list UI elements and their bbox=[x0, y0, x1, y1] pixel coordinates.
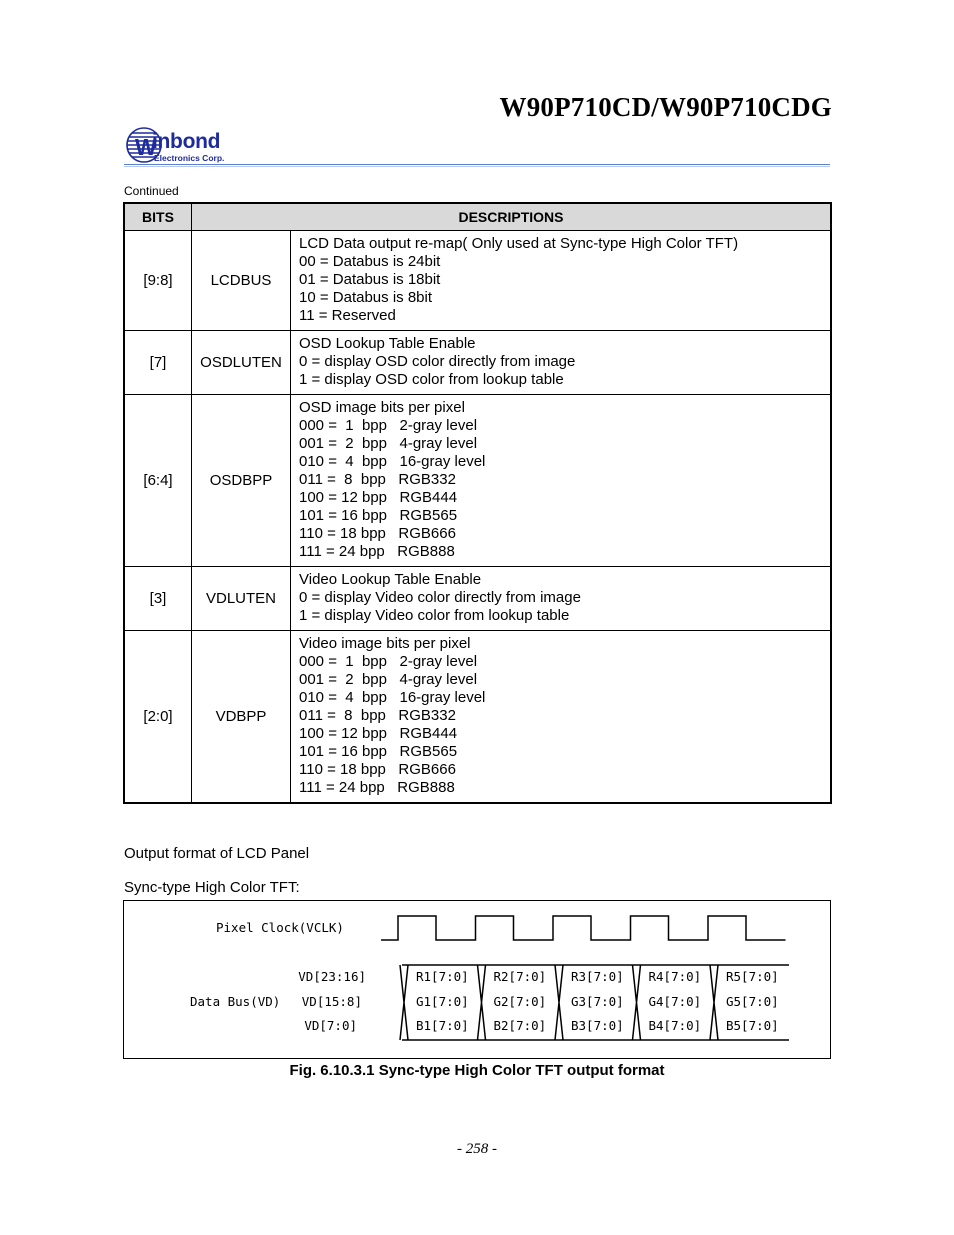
description-line: 110 = 18 bpp RGB666 bbox=[299, 525, 456, 542]
header-divider bbox=[124, 164, 830, 165]
page-number: - 258 - bbox=[457, 1141, 497, 1157]
data-bus-label: Data Bus(VD) bbox=[190, 994, 281, 1009]
table-row bbox=[124, 567, 831, 631]
bus-label-vd23-16: VD[23:16] bbox=[298, 969, 366, 984]
description-line: 0 = display Video color directly from image bbox=[299, 589, 581, 606]
continued-label: Continued bbox=[124, 184, 179, 198]
description-line: 110 = 18 bpp RGB666 bbox=[299, 761, 456, 778]
description-line: 100 = 12 bpp RGB444 bbox=[299, 725, 458, 742]
description-line: 01 = Databus is 18bit bbox=[299, 271, 441, 288]
bus-slot-label: G4[7:0] bbox=[648, 994, 702, 1009]
description-line: 1 = display OSD color from lookup table bbox=[299, 371, 564, 388]
field-name-cell: LCDBUS bbox=[192, 231, 291, 331]
description-line: OSD Lookup Table Enable bbox=[299, 335, 476, 352]
bus-slot-label: B2[7:0] bbox=[493, 1018, 547, 1033]
field-name-cell: OSDBPP bbox=[192, 395, 291, 567]
description-line: 00 = Databus is 24bit bbox=[299, 253, 441, 270]
output-format-heading: Output format of LCD Panel bbox=[124, 845, 310, 862]
description-line: 100 = 12 bpp RGB444 bbox=[299, 489, 458, 506]
description-line: 010 = 4 bpp 16-gray level bbox=[299, 689, 486, 706]
field-name-cell: VDBPP bbox=[192, 631, 291, 804]
description-cell bbox=[291, 231, 832, 331]
description-cell bbox=[291, 631, 832, 804]
bus-slot-label: B3[7:0] bbox=[571, 1018, 624, 1033]
bus-transition bbox=[478, 965, 486, 1040]
description-line: 1 = display Video color from lookup table bbox=[299, 607, 570, 624]
table-row bbox=[124, 331, 831, 395]
logo-wordmark: inbond bbox=[152, 130, 221, 153]
description-cell bbox=[291, 331, 832, 395]
header-divider-light bbox=[124, 166, 830, 167]
bus-transition bbox=[555, 965, 563, 1040]
bit-range-cell: [2:0] bbox=[124, 631, 192, 804]
description-line: 10 = Databus is 8bit bbox=[299, 289, 433, 306]
winbond-logo bbox=[126, 126, 256, 166]
bus-slot-label: R2[7:0] bbox=[493, 969, 547, 984]
bit-range-cell: [7] bbox=[124, 331, 192, 395]
description-line: 0 = display OSD color directly from image bbox=[299, 353, 576, 370]
description-line: 011 = 8 bpp RGB332 bbox=[299, 707, 456, 724]
description-line: Video Lookup Table Enable bbox=[299, 571, 482, 588]
register-bits-table bbox=[123, 202, 832, 804]
bus-label-vd15-8: VD[15:8] bbox=[301, 994, 362, 1009]
bits-header: BITS bbox=[124, 203, 192, 231]
bus-label-vd7-0: VD[7:0] bbox=[304, 1018, 357, 1033]
pixel-clock-label: Pixel Clock(VCLK) bbox=[216, 920, 344, 935]
table-row bbox=[124, 395, 831, 567]
bus-slot-label: R3[7:0] bbox=[571, 969, 624, 984]
bit-range-cell: [9:8] bbox=[124, 231, 192, 331]
table-row bbox=[124, 231, 831, 331]
description-line: 000 = 1 bpp 2-gray level bbox=[299, 653, 478, 670]
bus-transition bbox=[710, 965, 718, 1040]
description-line: 001 = 2 bpp 4-gray level bbox=[299, 435, 478, 452]
description-line: 11 = Reserved bbox=[299, 307, 396, 324]
bus-slot-label: R1[7:0] bbox=[416, 969, 469, 984]
description-line: 101 = 16 bpp RGB565 bbox=[299, 507, 458, 524]
bus-slot-label: G1[7:0] bbox=[416, 994, 469, 1009]
description-line: 111 = 24 bpp RGB888 bbox=[299, 543, 455, 560]
bus-slot-label: R4[7:0] bbox=[648, 969, 702, 984]
bus-transition bbox=[400, 965, 408, 1040]
bus-slot-label: B5[7:0] bbox=[726, 1018, 779, 1033]
descriptions-header: DESCRIPTIONS bbox=[192, 203, 832, 231]
table-row bbox=[124, 631, 831, 804]
bus-slot-label: G3[7:0] bbox=[571, 994, 624, 1009]
bus-slot-label: G2[7:0] bbox=[493, 994, 547, 1009]
pixel-clock-waveform bbox=[381, 916, 786, 940]
document-title: W90P710CD/W90P710CDG bbox=[499, 92, 832, 122]
description-line: OSD image bits per pixel bbox=[299, 399, 465, 416]
bus-slot-label: R5[7:0] bbox=[726, 969, 779, 984]
field-name-cell: VDLUTEN bbox=[192, 567, 291, 631]
description-line: 000 = 1 bpp 2-gray level bbox=[299, 417, 478, 434]
description-line: 001 = 2 bpp 4-gray level bbox=[299, 671, 478, 688]
logo-subtitle: Electronics Corp. bbox=[154, 153, 225, 163]
description-line: Video image bits per pixel bbox=[299, 635, 471, 652]
bus-transition bbox=[633, 965, 641, 1040]
sync-type-heading: Sync-type High Color TFT: bbox=[124, 879, 300, 896]
timing-diagram-svg bbox=[124, 901, 830, 1058]
description-line: LCD Data output re-map( Only used at Sync-type High Color TFT) bbox=[299, 235, 739, 252]
figure-caption: Fig. 6.10.3.1 Sync-type High Color TFT output format bbox=[289, 1062, 665, 1079]
bus-slot-label: B4[7:0] bbox=[648, 1018, 702, 1033]
description-line: 011 = 8 bpp RGB332 bbox=[299, 471, 456, 488]
description-cell bbox=[291, 567, 832, 631]
table-header-row bbox=[124, 203, 831, 231]
description-line: 111 = 24 bpp RGB888 bbox=[299, 779, 455, 796]
timing-diagram bbox=[123, 900, 831, 1059]
bus-slot-label: G5[7:0] bbox=[726, 994, 779, 1009]
logo-letter: W bbox=[135, 134, 157, 160]
field-name-cell: OSDLUTEN bbox=[192, 331, 291, 395]
bit-range-cell: [3] bbox=[124, 567, 192, 631]
description-line: 010 = 4 bpp 16-gray level bbox=[299, 453, 486, 470]
bus-slot-label: B1[7:0] bbox=[416, 1018, 469, 1033]
description-line: 101 = 16 bpp RGB565 bbox=[299, 743, 458, 760]
description-cell bbox=[291, 395, 832, 567]
bit-range-cell: [6:4] bbox=[124, 395, 192, 567]
